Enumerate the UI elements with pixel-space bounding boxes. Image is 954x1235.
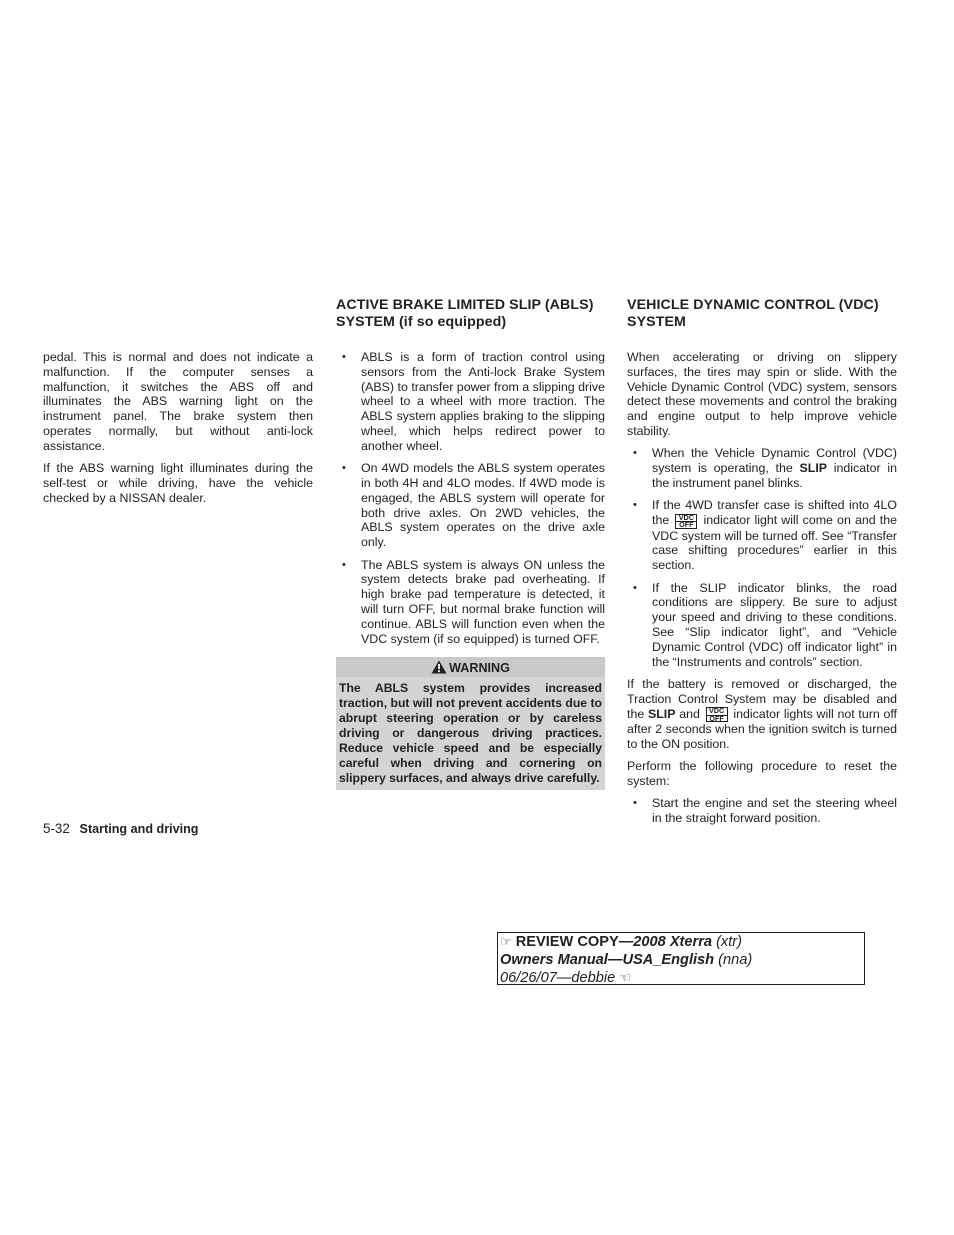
page-number: 5-32 <box>43 821 70 836</box>
review-line-1 <box>500 933 864 952</box>
battery-paragraph <box>627 677 897 752</box>
bullet-icon: • <box>342 462 346 475</box>
abs-paragraph-1: pedal. This is normal and does not indicate a malfunction. If the computer senses a malfunction, it switches the ABS off and illuminates the ABS warning light on the instrument panel. The brake system then operates normally, but without anti-lock assistance. <box>43 350 313 453</box>
bullet-icon: • <box>633 797 637 810</box>
list-item-text: indicator light will come on and the VDC system will be turned off. See “Transfer case shifting procedures” earlier in this section. <box>652 513 897 573</box>
review-manual: Owners Manual—USA_English <box>500 951 715 968</box>
vdc-icon-top: VDC <box>709 706 725 716</box>
review-line-2 <box>500 952 864 970</box>
vdc-intro: When accelerating or driving on slippery surfaces, the tires may spin or slide. With the Vehicle Dynamic Control (VDC) system, sensors detect these movements and control the braking and engine output to help improve vehicle stability. <box>627 350 897 438</box>
vdc-heading <box>627 297 897 330</box>
review-model: 2008 Xterra <box>633 934 713 950</box>
right-column <box>627 297 897 834</box>
list-item <box>627 498 897 573</box>
left-column <box>43 350 313 506</box>
perform-paragraph: Perform the following procedure to reset the system: <box>627 759 897 789</box>
review-model-code: (xtr) <box>712 934 743 950</box>
vdc-heading-line-1: VEHICLE DYNAMIC CONTROL (VDC) <box>627 297 879 313</box>
list-item-text: If the SLIP indicator blinks, the road conditions are slippery. Be sure to adjust your speed and driving to these conditions. See “Slip indicator light”, and “Vehicle Dynamic Control (VDC) off indicator light” in the “Instruments and controls” section. <box>652 580 897 669</box>
list-item <box>627 796 897 826</box>
bullet-icon: • <box>342 558 346 571</box>
warning-box <box>336 657 605 789</box>
list-item <box>336 461 605 550</box>
hand-pointing-left-icon: ☜ <box>619 970 631 985</box>
abls-bullet-list <box>336 350 605 646</box>
middle-column <box>336 297 605 790</box>
bullet-icon: • <box>342 351 346 363</box>
vdc-off-indicator-icon <box>706 707 728 722</box>
list-item-text: If the 4WD transfer case is shifted into 4LO the <box>652 498 897 528</box>
warning-triangle-icon <box>431 660 447 674</box>
vdc-icon-bottom: OFF <box>707 715 727 723</box>
list-item-text: Start the engine and set the steering wheel in the straight forward position. <box>652 796 897 826</box>
list-item <box>336 350 605 454</box>
list-item <box>627 581 897 670</box>
vdc-off-indicator-icon <box>675 514 697 529</box>
abls-heading <box>336 297 605 330</box>
bullet-icon: • <box>633 499 637 512</box>
slip-label: SLIP <box>647 706 676 721</box>
warning-title: WARNING <box>449 661 510 676</box>
list-item <box>336 558 605 647</box>
review-date-author: 06/26/07—debbie <box>500 970 616 986</box>
list-item-text: ABLS is a form of traction control using sensors from the Anti-lock Brake System (ABS) to transfer power from a slipping drive wheel to a wheel with more traction. The ABLS system applies braking to the slipping wheel, which helps redirect power to another wheel. <box>361 350 605 453</box>
list-item <box>627 446 897 490</box>
list-item-text: indicator in the instrument panel blinks. <box>652 461 897 490</box>
warning-header <box>336 657 605 677</box>
list-item-text: The ABLS system is always ON unless the system detects brake pad overheating. If high brake pad temperature is detected, it will turn OFF, but normal brake function will continue. ABLS will function even when the VDC system (if so equipped) is turned OFF. <box>361 557 605 646</box>
bullet-icon: • <box>633 447 637 460</box>
review-manual-code: (nna) <box>714 951 753 968</box>
abls-heading-line-2: SYSTEM (if so equipped) <box>336 313 507 330</box>
page-footer <box>43 821 199 836</box>
battery-text-pre: If the battery is removed or discharged, the Traction Control System may be disabled and the <box>627 677 897 721</box>
slip-label: SLIP <box>799 461 828 476</box>
list-item-text: On 4WD models the ABLS system operates in both 4H and 4LO modes. If 4WD mode is engaged, the ABLS system will operate for both drive axles. On 2WD vehicles, the ABLS system operates on the drive axle only. <box>361 461 605 550</box>
vdc-bullet-list <box>627 446 897 669</box>
warning-text: The ABLS system provides increased traction, but will not prevent accidents due to abrupt steering operation or by careless driving or dangerous driving practices. Reduce vehicle speed and be especially careful when driving and cornering on slippery surfaces, and always drive carefully. <box>336 677 605 789</box>
vdc-icon-top: VDC <box>678 512 694 522</box>
vdc-heading-line-2: SYSTEM <box>627 313 686 330</box>
list-item-text: When the Vehicle Dynamic Control (VDC) system is operating, the <box>652 446 897 476</box>
review-copy-box <box>497 932 865 985</box>
abs-paragraph-2: If the ABS warning light illuminates during the self-test or while driving, have the vehicle checked by a NISSAN dealer. <box>43 461 313 505</box>
section-title: Starting and driving <box>79 822 199 836</box>
bullet-icon: • <box>633 581 637 594</box>
reset-bullet-list <box>627 796 897 826</box>
vdc-icon-bottom: OFF <box>676 521 696 529</box>
review-line-3 <box>500 969 864 988</box>
abls-heading-line-1: ACTIVE BRAKE LIMITED SLIP (ABLS) <box>336 297 594 313</box>
battery-text-mid: and <box>675 706 704 721</box>
battery-text-post: indicator lights will not turn off after 2 seconds when the ignition switch is turned to the ON position. <box>627 706 898 751</box>
hand-pointing-right-icon: ☞ <box>500 934 512 949</box>
review-label: REVIEW COPY— <box>515 934 634 950</box>
